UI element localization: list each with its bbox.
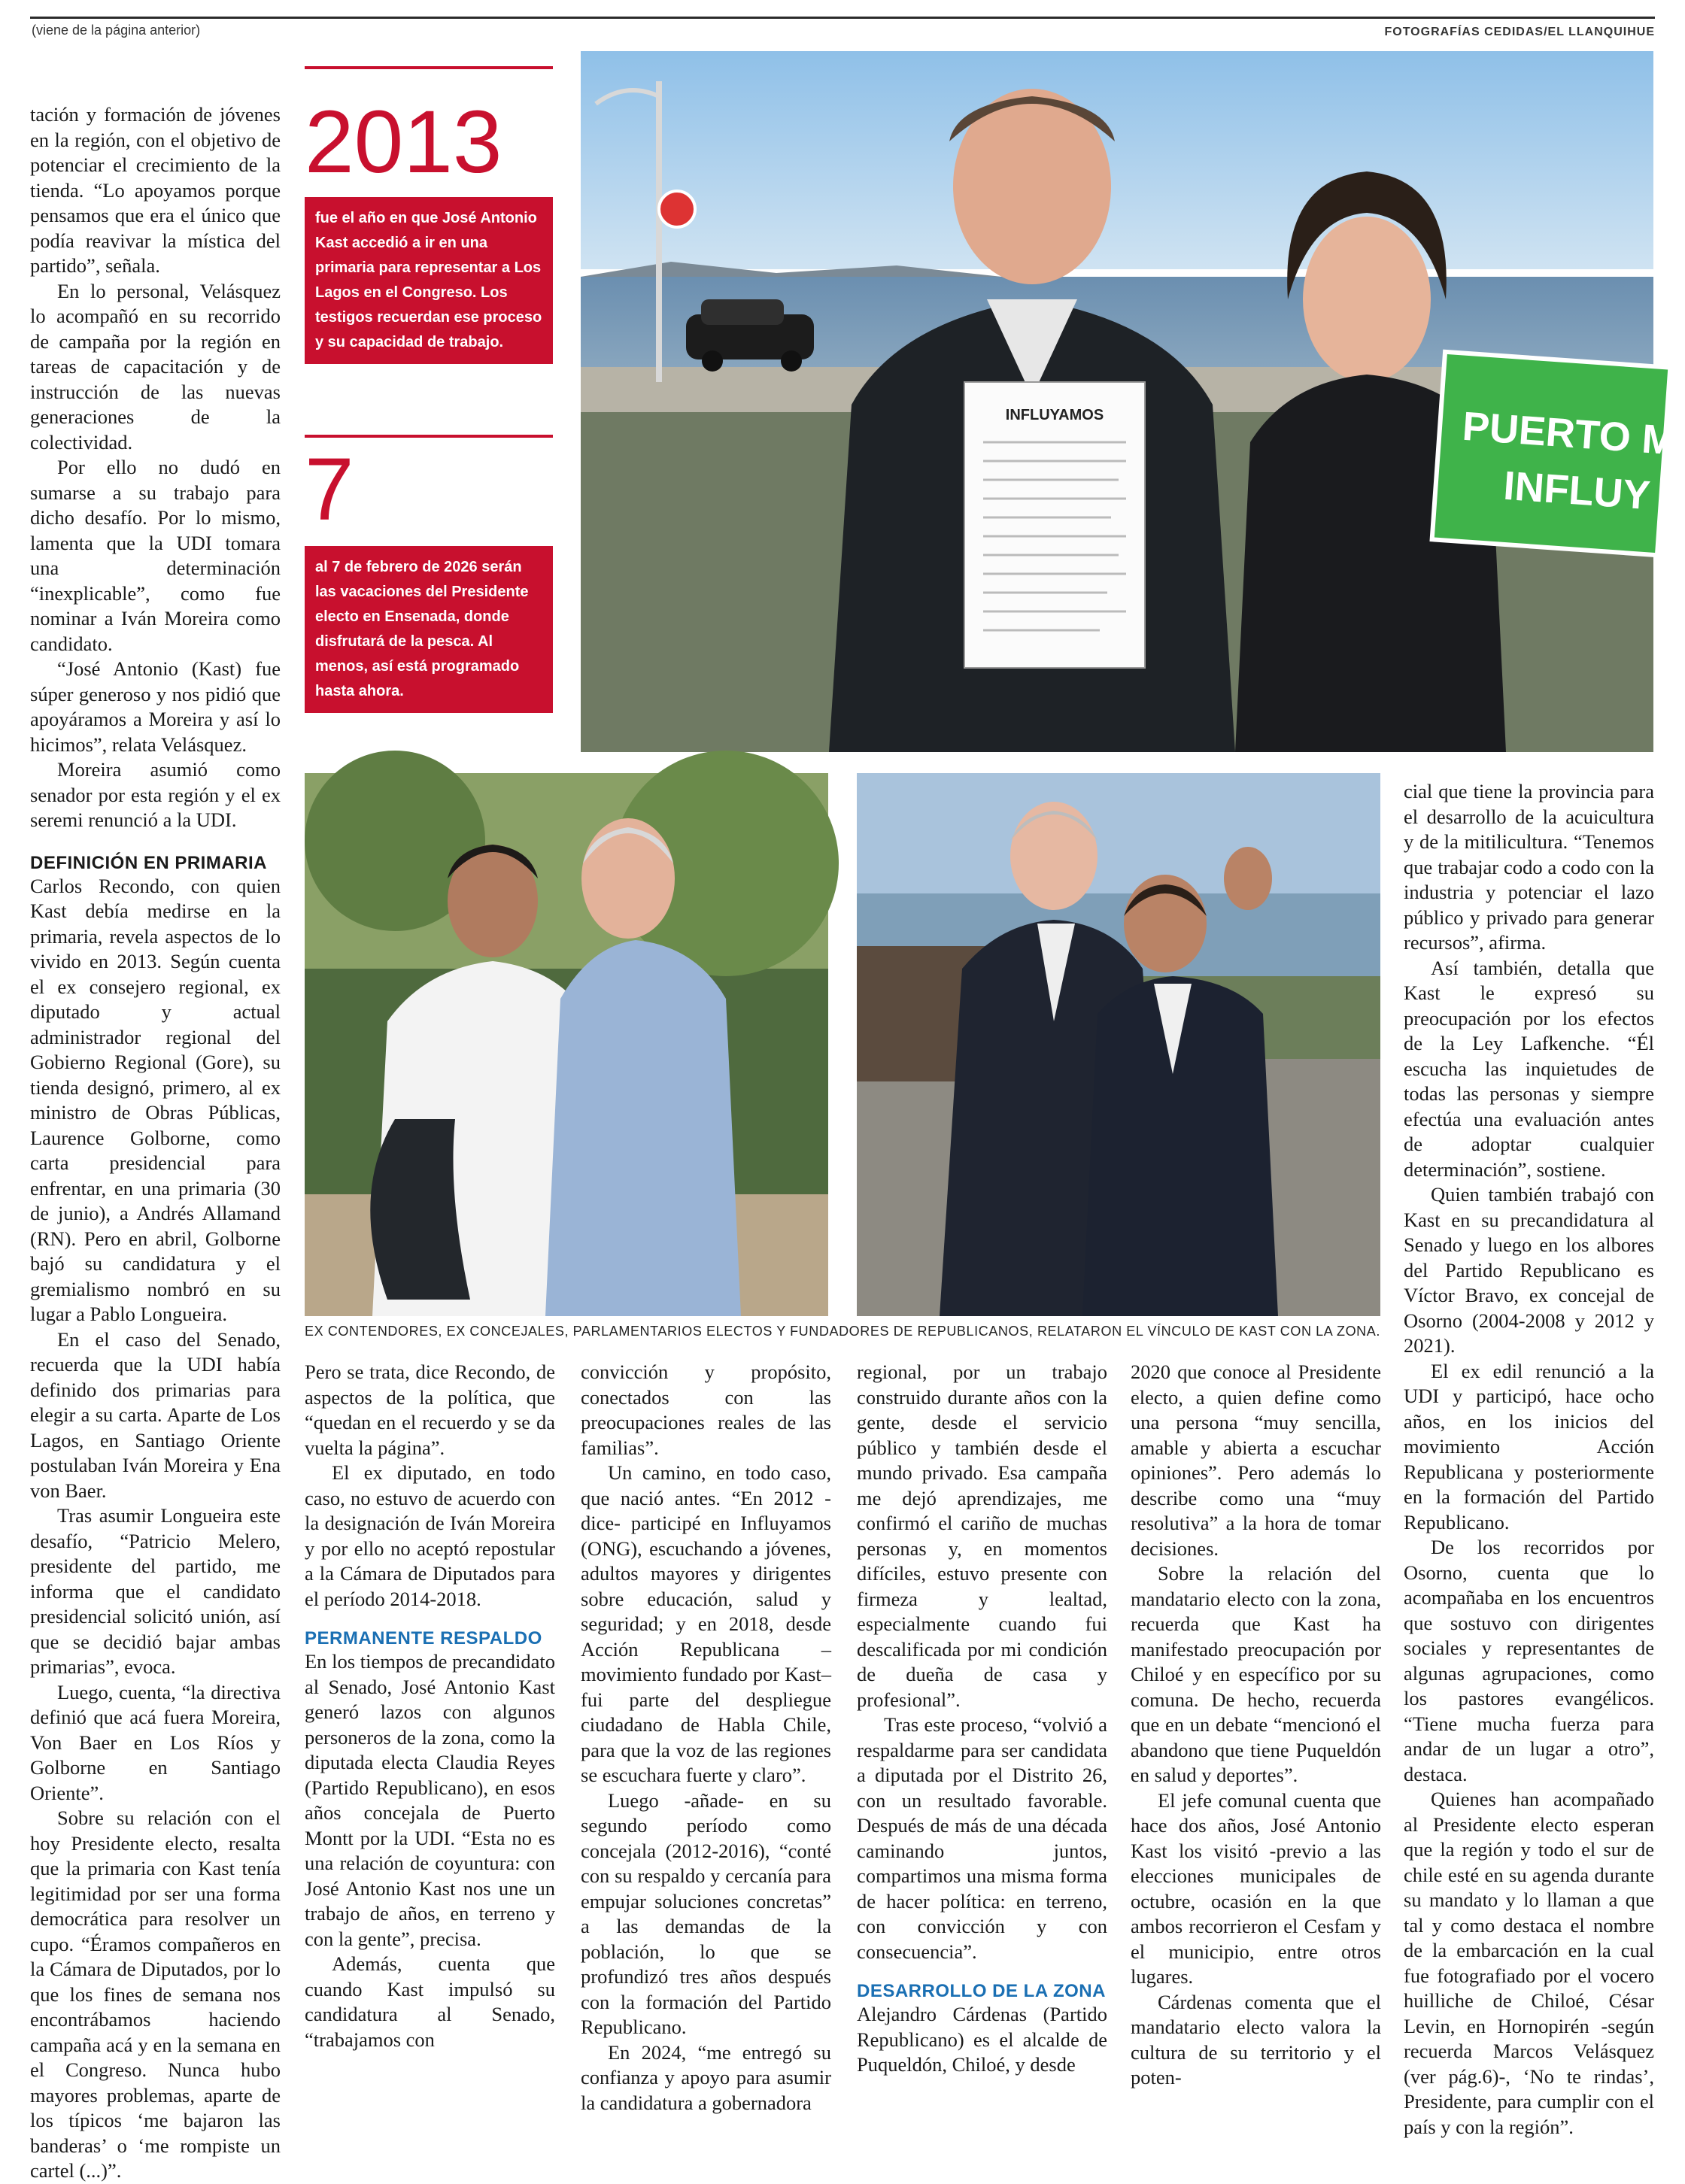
paragraph: cial que tiene la provincia para el desarrollo de la acuicultura y de la mitilicultura. “Tenemos que trabajar codo a codo con la industria y potenciar el lazo público y privado para generar recursos”, afirma.: [1404, 780, 1654, 954]
stat-rule: [305, 66, 553, 69]
paragraph: Además, cuenta que cuando Kast impulsó su candidatura al Senado, “trabajamos con: [305, 1952, 555, 2051]
article-column-4: [857, 1360, 1107, 2078]
photo-two-men-garden: [305, 773, 828, 1316]
paragraph: Un camino, en todo caso, que nació antes. “En 2012 -dice- participé en Influyamos (ONG), escuchando a jóvenes, adultos mayores y dirigentes sobre educación, salud y seguridad; y en 2018, desde Acción Republicana –movimiento fundado por Kast– fui parte del despliegue ciudadano de Habla Chile, para que la voz de las regiones se escuchara fuerte y claro”.: [581, 1461, 831, 1786]
paragraph: En el caso del Senado, recuerda que la UDI había definido dos primarias para elegir a su carta. Aparte de Los Lagos, en Santiago Oriente postulaban Iván Moreira y Ena von Baer.: [30, 1327, 281, 1502]
paragraph: El jefe comunal cuenta que hace dos años, José Antonio Kast los visitó -previo a las elecciones municipales de octubre, ocasión en la que ambos recorrieron el Cesfam y el municipio, entre otros lugares.: [1131, 1788, 1381, 1988]
subheading: PERMANENTE RESPALDO: [305, 1628, 542, 1649]
paragraph: convicción y propósito, conectados con las preocupaciones reales de las familias”.: [581, 1360, 831, 1459]
paragraph: En lo personal, Velásquez lo acompañó en su recorrido de campaña por la región en tareas de capacitación y de instrucción de las nuevas generaciones de la colectividad.: [30, 279, 281, 453]
stat-number: 7: [305, 440, 354, 539]
sign-line-2: INFLUY: [1501, 463, 1652, 519]
paragraph: Tras este proceso, “volvió a respaldarme para ser candidata a diputada por el Distrito 26, con un resultado favorable. Después de más de una década caminando juntos, compartimos una misma forma de hacer política: en terreno, con convicción y con consecuencia”.: [857, 1713, 1107, 1963]
stat-number: 2013: [305, 93, 502, 192]
stat-box-7: [305, 435, 553, 713]
paragraph: “José Antonio (Kast) fue súper generoso y nos pidió que apoyáramos a Moreira y así lo hicimos”, relata Velásquez.: [30, 657, 281, 756]
paragraph: Quienes han acompañado al Presidente electo esperan que la región y todo el sur de chile esté en su agenda durante su mandato y lo llaman a que tal y como destaca el nombre de la embarcación en la cual fue fotografiado por el vocero huilliche de Chiloé, César Levin, en Hornopirén -según recuerda Marcos Velásquez (ver pág.6)-, ‘No te rindas’, Presidente, para cumplir con el país y con la región”.: [1404, 1788, 1654, 2138]
document-sheet: [964, 382, 1145, 668]
paragraph: En 2024, “me entregó su confianza y apoyo para asumir la candidatura a gobernadora: [581, 2040, 831, 2114]
stat-box-2013: [305, 66, 553, 364]
stat-text: al 7 de febrero de 2026 serán las vacaciones del Presidente electo en Ensenada, donde disfrutará de la pesca. Al menos, así está programado hasta ahora.: [305, 546, 553, 713]
continuation-note: (viene de la página anterior): [32, 23, 201, 38]
paragraph: En los tiempos de precandidato al Senado, José Antonio Kast generó lazos con algunos personeros de la zona, como la diputada electa Claudia Reyes (Partido Republicano), en esos años concejala de Puerto Montt por la UDI. “Esta no es una relación de coyuntura: con José Antonio Kast nos une un trabajo de años, en terreno y con la gente”, precisa.: [305, 1650, 555, 1950]
paragraph: regional, por un trabajo construido durante años con la gente, desde el servicio público y también desde el mundo privado. Esa campaña me dejó aprendizajes, me confirmó el cariño de muchas personas y, en momentos difíciles, estuvo presente con firmeza y lealtad, especialmente cuando fui descalificada por mi condición de dueña de casa y profesional”.: [857, 1360, 1107, 1711]
paragraph: Carlos Recondo, con quien Kast debía medirse en la primaria, revela aspectos de lo vivido en 2013. Según cuenta el ex consejero regional, ex diputado y actual administrador regional del Gobierno Regional (Gore), su tienda designó, primero, al ex ministro de Obras Públicas, Laurence Golborne, como carta presidencial para enfrentar, en una primaria (30 de junio), a Andrés Allamand (RN). Pero en abril, Golborne bajó su candidatura y el gremialismo nombró en su lugar a Pablo Longueira.: [30, 874, 281, 1325]
article-column-5: [1131, 1360, 1381, 2091]
paragraph: El ex edil renunció a la UDI y participó, hace ocho años, en los inicios del movimiento Acción Republicana y posteriormente en la formación del Partido Republicano.: [1404, 1359, 1654, 1533]
main-photo: [581, 51, 1677, 752]
article-column-3: [581, 1360, 831, 2116]
paragraph: Luego -añade- en su segundo período como concejala (2012-2016), “conté con su respaldo y cercanía para empujar soluciones concretas” a las demandas de la población, lo que se profundizó tres años después con la formación del Partido Republicano.: [581, 1788, 831, 2038]
sign-line-1: PUERTO M: [1461, 403, 1677, 464]
paragraph: 2020 que conoce al Presidente electo, a quien define como una persona “muy sencilla, amable y abierta a escuchar opiniones”. Pero además lo describe como una “muy resolutiva” a la hora de tomar decisiones.: [1131, 1360, 1381, 1560]
subheading: DEFINICIÓN EN PRIMARIA: [30, 852, 268, 873]
paragraph: Cárdenas comenta que el mandatario electo valora la cultura de su territorio y el poten-: [1131, 1990, 1381, 2088]
paragraph: Sobre la relación del mandatario electo con la zona, recuerda que Kast ha manifestado preocupación por Chiloé y en específico por su comuna. De hecho, recuerda que en un debate “mencionó el abandono que tiene Puqueldón en salud y deportes”.: [1131, 1562, 1381, 1786]
green-sign: [1432, 352, 1677, 555]
top-rule: [30, 17, 1655, 19]
photo-illustration: [305, 773, 828, 1316]
paragraph: Pero se trata, dice Recondo, de aspectos de la política, que “quedan en el recuerdo y se da vuelta la página”.: [305, 1360, 555, 1459]
paragraph: tación y formación de jóvenes en la región, con el objetivo de potenciar el crecimiento de la tienda. “Lo apoyamos porque pensamos que era el único que podía reavivar la mística del partido”, señala.: [30, 103, 281, 277]
paragraph: El ex diputado, en todo caso, no estuvo de acuerdo con la designación de Iván Moreira y por ello no aceptó repostular a la Cámara de Diputados para el período 2014-2018.: [305, 1461, 555, 1610]
article-column-1: [30, 102, 281, 2184]
paragraph: Alejandro Cárdenas (Partido Republicano) es el alcalde de Puqueldón, Chiloé, y desde: [857, 2003, 1107, 2076]
paragraph: De los recorridos por Osorno, cuenta que lo acompañaba en los encuentros que sostuvo con dirigentes sociales y representantes de algunas agrupaciones, como los pastores evangélicos. “Tiene mucha fuerza para andar de un lugar a otro”, destaca.: [1404, 1536, 1654, 1785]
paragraph: Así también, detalla que Kast le expresó su preocupación por los efectos de la Ley Lafkenche. “Él escucha las inquietudes de todas las personas y siempre efectúa una evaluación antes de adoptar cualquier determinación”, sostiene.: [1404, 956, 1654, 1181]
paragraph: Quien también trabajó con Kast en su precandidatura al Senado y luego en los albores del Partido Republicano es Víctor Bravo, ex concejal de Osorno (2004-2008 y 2012 y 2021).: [1404, 1183, 1654, 1357]
photo-illustration: [857, 773, 1380, 1316]
paragraph: Luego, cuenta, “la directiva definió que acá fuera Moreira, Von Baer en Los Ríos y Golborne en Santiago Oriente”.: [30, 1680, 281, 1804]
stat-rule: [305, 435, 553, 438]
paragraph: Moreira asumió como senador por esta región y el ex seremi renunció a la UDI.: [30, 758, 281, 831]
stat-text: fue el año en que José Antonio Kast accedió a ir en una primaria para representar a Los Lagos en el Congreso. Los testigos recuerdan ese proceso y su capacidad de trabajo.: [305, 197, 553, 364]
photo-credit: FOTOGRAFÍAS CEDIDAS/EL LLANQUIHUE: [1384, 26, 1655, 38]
paragraph: Tras asumir Longueira este desafío, “Patricio Melero, presidente del partido, me informa que el candidato presidencial solicitó unión, así que se decidió bajar ambas primarias”, evoca.: [30, 1504, 281, 1678]
article-column-6: [1404, 779, 1654, 2140]
paragraph: Por ello no dudó en sumarse a su trabajo para dicho desafío. Por lo mismo, lamenta que la UDI tomara una determinación “inexplicable”, como fue nominar a Iván Moreira como candidato.: [30, 456, 281, 655]
article-column-2: [305, 1360, 555, 2052]
subheading: DESARROLLO DE LA ZONA: [857, 1981, 1106, 2001]
paragraph: Sobre su relación con el hoy Presidente electo, resalta que la primaria con Kast tenía legitimidad por ser una forma democrática para resolver un cupo. “Éramos compañeros en la Cámara de Diputados, por lo que los fines de semana nos encontrábamos haciendo campaña acá y en la semana en el Congreso. Nunca hubo mayores problemas, aparte de los típicos ‘me bajaron las banderas’ o ‘me rompiste un cartel (...)”.: [30, 1806, 281, 2182]
main-photo-illustration: [581, 51, 1677, 752]
photo-caption: EX CONTENDORES, EX CONCEJALES, PARLAMENTARIOS ELECTOS Y FUNDADORES DE REPUBLICANOS, RELATARON EL VÍNCULO DE KAST CON LA ZONA.: [305, 1324, 1380, 1339]
photo-two-men-coast: [857, 773, 1380, 1316]
document-title: INFLUYAMOS: [1005, 407, 1104, 423]
